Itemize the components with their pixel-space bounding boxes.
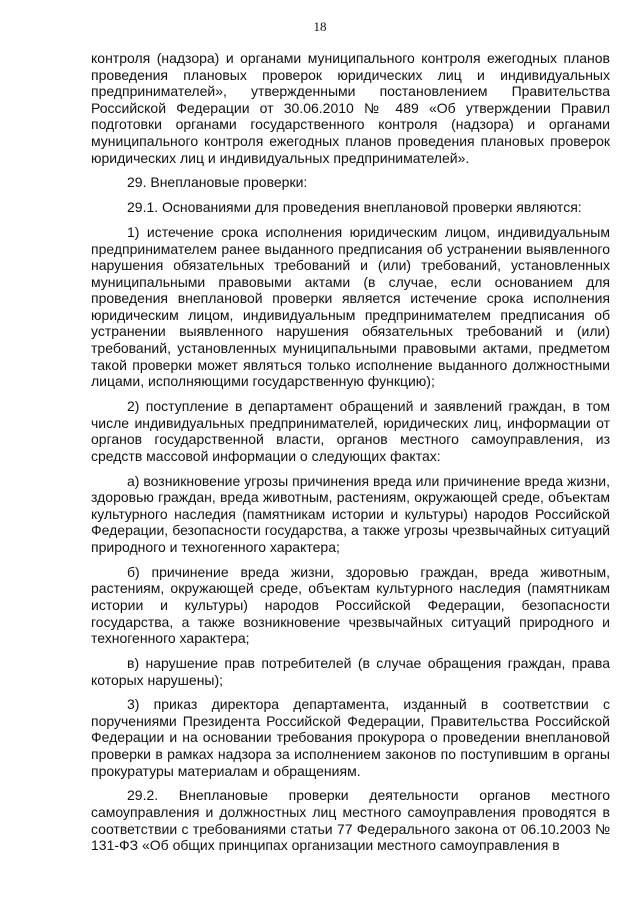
paragraph-item-29-1-1: 1) истечение срока исполнения юридическим лицом, индивидуальным предпринимателем ранее выданного предписания об устранении выявленного нарушения обязательных требований и (или) требований, установленных муниципальными правовыми актами (в случае, если основанием для проведения внеплановой проверки является истечение срока исполнения юридическим лицом, индивидуальным предпринимателем предписания об устранении выявленного нарушения обязательных требований и (или) требований, установленных муниципальными правовыми актами, предметом такой проверки может являться только исполнение выданного должностными лицами, исполняющими государственную функцию);: [91, 223, 610, 390]
paragraph-item-29-1-2: 2) поступление в департамент обращений и заявлений граждан, в том числе индивидуальных предпринимателей, юридических лиц, информации от органов государственной власти, органов местного самоуправления, из средств массовой информации о следующих фактах:: [91, 398, 610, 464]
document-body: [91, 50, 610, 862]
page-number: 18: [313, 19, 327, 34]
paragraph-item-29-1-2-b: б) причинение вреда жизни, здоровью граждан, вреда животным, растениям, окружающей среде, объектам культурного наследия (памятникам истории и культуры) народов Российской Федерации, безопасности государства, а также возникновение чрезвычайных ситуаций природного и техногенного характера;: [91, 563, 610, 647]
paragraph-item-29-2: 29.2. Внеплановые проверки деятельности органов местного самоуправления и должностных лиц местного самоуправления проводятся в соответствии с требованиями статьи 77 Федерального закона от 06.10.2003 № 131-ФЗ «Об общих принципах организации местного самоуправления в: [91, 787, 610, 854]
paragraph-item-29-1-2-v: в) нарушение прав потребителей (в случае обращения граждан, права которых нарушены);: [91, 654, 610, 688]
paragraph-item-29-1-2-a: а) возникновение угрозы причинения вреда или причинение вреда жизни, здоровью граждан, вреда животным, растениям, окружающей среде, объектам культурного наследия (памятникам истории и культуры) народов Российской Федерации, безопасности государства, а также угрозы чрезвычайных ситуаций природного и техногенного характера;: [91, 472, 610, 555]
paragraph-item-29: 29. Внеплановые проверки:: [127, 174, 308, 191]
paragraph-item-29-1: 29.1. Основаниями для проведения внеплановой проверки являются:: [127, 199, 582, 216]
paragraph-item-29-1-3: 3) приказ директора департамента, изданный в соответствии с поручениями Президента Российской Федерации, Правительства Российской Федерации и на основании требования прокурора о проведении внеплановой проверки в рамках надзора за исполнением законов по поступившим в органы прокуратуры материалам и обращениям.: [91, 696, 610, 779]
paragraph-continuation: контроля (надзора) и органами муниципального контроля ежегодных планов проведения плановых проверок юридических лиц и индивидуальных предпринимателей», утвержденными постановлением Правительства Российской Федерации от 30.06.2010 № 489 «Об утверждении Правил подготовки органами государственного контроля (надзора) и органами муниципального контроля ежегодных планов проведения плановых проверок юридических лиц и индивидуальных предпринимателей».: [91, 50, 610, 166]
